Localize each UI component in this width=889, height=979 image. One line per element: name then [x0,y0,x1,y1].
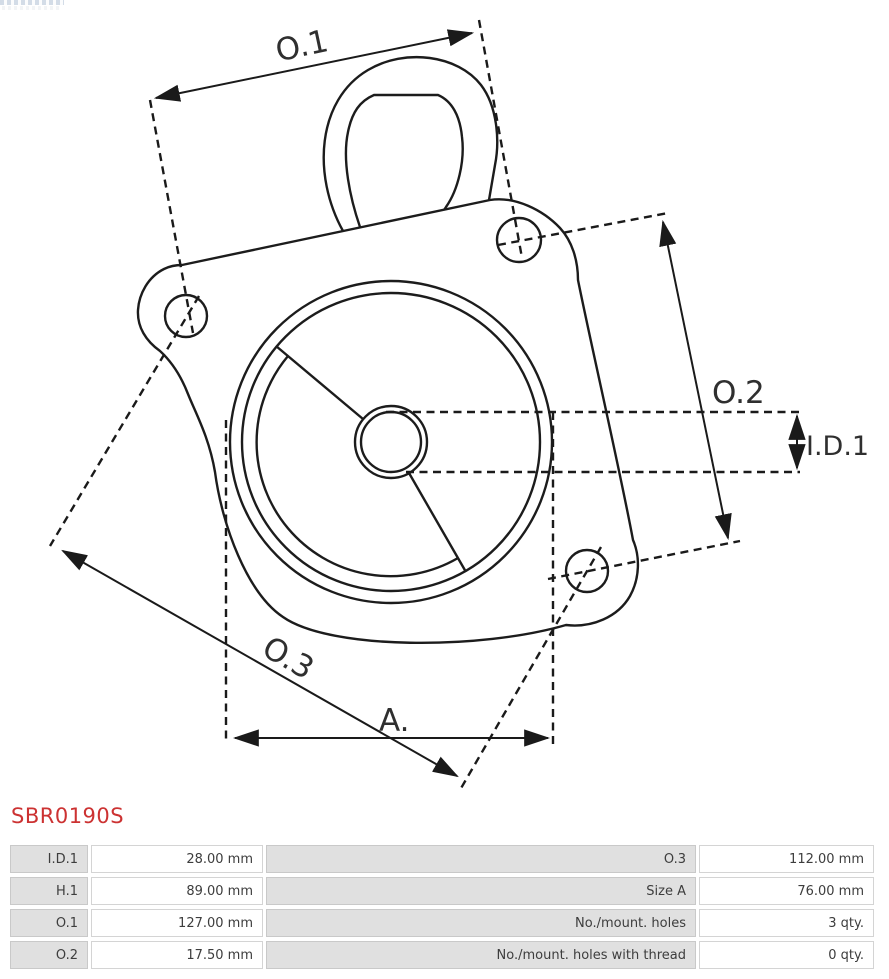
spec-label: I.D.1 [10,845,88,873]
ext-line-o2-bottom [548,541,740,579]
sector-line-upper [276,346,363,419]
spec-label: H.1 [10,877,88,905]
ext-line-o3-top [50,296,199,546]
dim-label-o2: O.2 [712,375,765,411]
spec-value: 76.00 mm [699,877,874,905]
hub-inner-circle [361,412,421,472]
spec-value: 89.00 mm [91,877,263,905]
outer-circle [230,281,552,603]
part-number: SBR0190S [11,804,125,828]
spec-value: 0 qty. [699,941,874,969]
spec-value: 3 qty. [699,909,874,937]
flange-body [138,57,638,643]
sector-line-lower [409,473,466,572]
spec-table [7,841,877,973]
spec-label: Size A [266,877,696,905]
spec-value: 28.00 mm [91,845,263,873]
dim-label-id1: I.D.1 [806,431,870,462]
construction-lines [50,20,800,790]
spec-label: O.1 [10,909,88,937]
spec-label: O.2 [10,941,88,969]
inner-ring-circle [242,293,540,591]
ext-line-o3-bottom [460,547,601,790]
spec-value: 112.00 mm [699,845,874,873]
ext-line-o1-left [150,100,193,333]
spec-value: 17.50 mm [91,941,263,969]
dim-label-o3: O.3 [256,629,320,688]
spec-label: No./mount. holes [266,909,696,937]
table-row [10,909,874,937]
boot-loop-inner [346,95,463,227]
dimension-arrows [63,33,797,776]
table-row [10,845,874,873]
spec-label: O.3 [266,845,696,873]
dim-label-a: A. [379,703,410,739]
table-row [10,877,874,905]
dim-label-o1: O.1 [272,23,332,70]
spec-label: No./mount. holes with thread [266,941,696,969]
hub-outer-circle [355,406,427,478]
ext-line-o1-right [479,20,522,258]
dim-arrow-o3 [63,551,457,776]
table-row [10,941,874,969]
bore-arc [257,356,458,576]
spec-value: 127.00 mm [91,909,263,937]
